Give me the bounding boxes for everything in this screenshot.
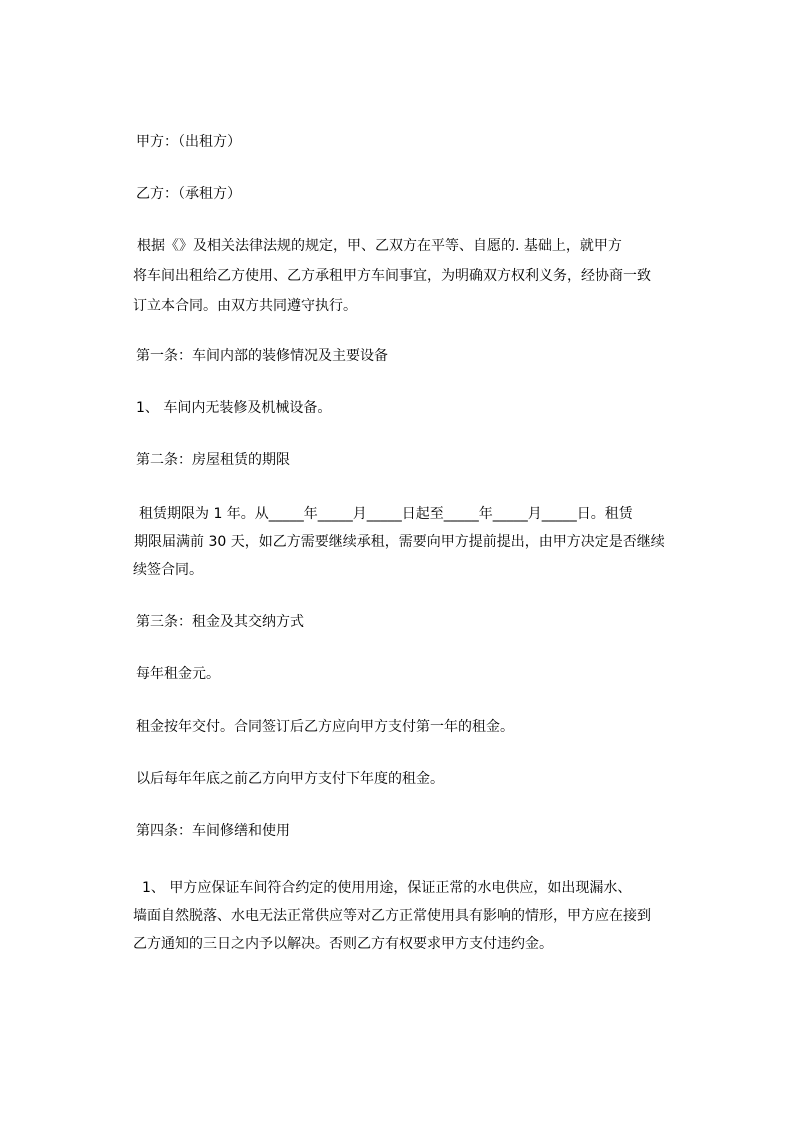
article-3-paragraph-1: 每年租金元。 bbox=[136, 666, 220, 682]
article-1-item-1: 1、 车间内无装修及机械设备。 bbox=[136, 400, 332, 416]
article-1-title: 第一条：车间内部的装修情况及主要设备 bbox=[136, 348, 388, 364]
article-2-line-3: 续签合同。 bbox=[133, 562, 203, 578]
party-b-line: 乙方：（承租方） bbox=[136, 186, 241, 202]
preamble-line-2: 将车间出租给乙方使用、乙方承租甲方车间事宜，为明确双方权利义务，经协商一致 bbox=[133, 268, 651, 284]
preamble-line-3: 订立本合同。由双方共同遵守执行。 bbox=[133, 298, 357, 314]
article-3-title: 第三条：租金及其交纳方式 bbox=[136, 614, 304, 630]
article-3-paragraph-2: 租金按年交付。合同签订后乙方应向甲方支付第一年的租金。 bbox=[136, 719, 514, 735]
article-4-item-1-line-1: 1、 甲方应保证车间符合约定的使用用途，保证正常的水电供应，如出现漏水、 bbox=[142, 880, 632, 896]
article-2-title: 第二条：房屋租赁的期限 bbox=[136, 452, 290, 468]
article-4-title: 第四条：车间修缮和使用 bbox=[136, 823, 290, 839]
party-a-line: 甲方：（出租方） bbox=[136, 134, 241, 150]
article-3-paragraph-3: 以后每年年底之前乙方向甲方支付下年度的租金。 bbox=[136, 771, 444, 787]
article-2-line-1: 租赁期限为 1 年。从_____年_____月_____日起至_____年_____月_____日。租赁 bbox=[139, 506, 633, 522]
article-2-line-2: 期限届满前 30 天，如乙方需要继续承租，需要向甲方提前提出，由甲方决定是否继续 bbox=[134, 534, 665, 550]
preamble-line-1: 根据《》及相关法律法规的规定，甲、乙双方在平等、自愿的. 基础上，就甲方 bbox=[137, 238, 622, 254]
article-4-item-1-line-2: 墙面自然脱落、水电无法正常供应等对乙方正常使用具有影响的情形，甲方应在接到 bbox=[133, 908, 651, 924]
article-4-item-1-line-3: 乙方通知的三日之内予以解决。否则乙方有权要求甲方支付违约金。 bbox=[133, 936, 553, 952]
